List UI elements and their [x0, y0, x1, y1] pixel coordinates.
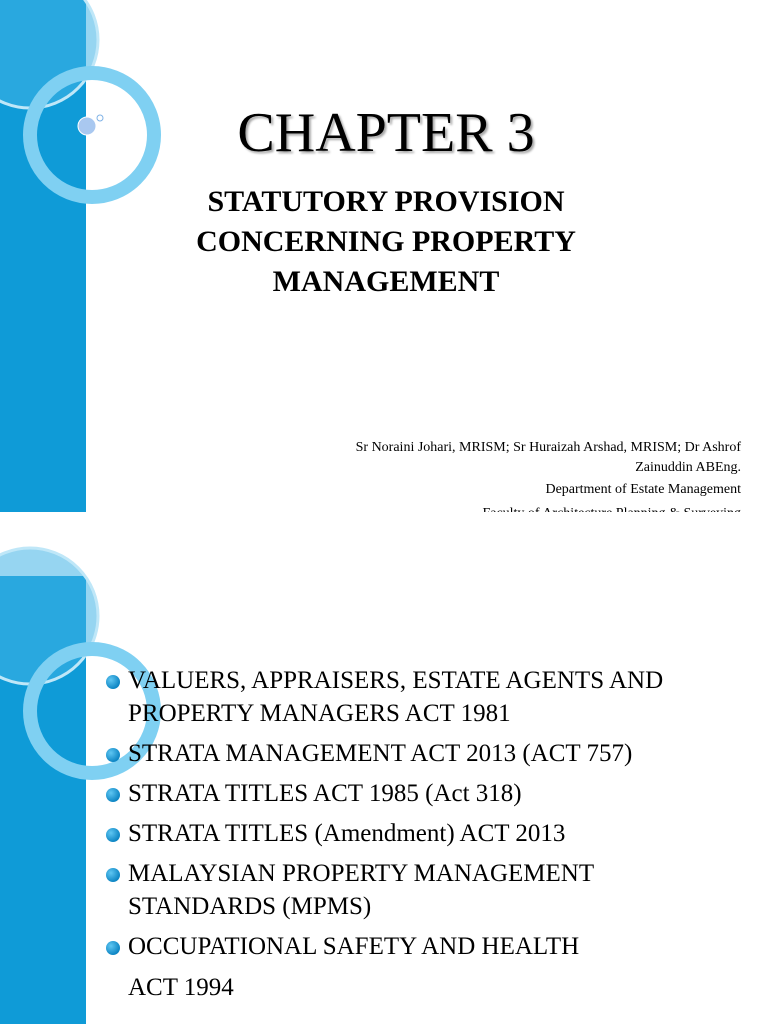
- page-title: CHAPTER 3: [237, 102, 535, 164]
- bullet-text: VALUERS, APPRAISERS, ESTATE AGENTS AND: [128, 667, 664, 694]
- bullet-icon: [106, 788, 120, 802]
- bullet-icon: [106, 828, 120, 842]
- department-line: Department of Estate Management: [545, 482, 741, 497]
- subtitle-line: STATUTORY PROVISION: [207, 185, 565, 218]
- bullet-text: PROPERTY MANAGERS ACT 1981: [128, 700, 511, 727]
- bullet-text: STRATA TITLES ACT 1985 (Act 318): [128, 780, 522, 807]
- list-item: [106, 817, 756, 850]
- bullet-text: OCCUPATIONAL SAFETY AND HEALTH: [128, 933, 580, 960]
- decorative-side-bar: [0, 0, 86, 512]
- subtitle-line: CONCERNING PROPERTY: [196, 225, 576, 258]
- decorative-circles-graphic: [0, 576, 86, 1024]
- bullet-text: STRATA MANAGEMENT ACT 2013 (ACT 757): [128, 740, 633, 767]
- author-line: Zainuddin ABEng.: [635, 460, 741, 475]
- list-item: [106, 777, 756, 810]
- bullet-text: ACT 1994: [128, 974, 234, 1001]
- decorative-side-bar: [0, 576, 86, 1024]
- list-item: [106, 930, 756, 1004]
- bullet-text: STANDARDS (MPMS): [128, 893, 372, 920]
- list-item: [106, 857, 756, 923]
- bullet-text: STRATA TITLES (Amendment) ACT 2013: [128, 820, 566, 847]
- subtitle-line: MANAGEMENT: [272, 265, 500, 298]
- bullet-icon: [106, 675, 120, 689]
- bullet-icon: [106, 941, 120, 955]
- list-item: [106, 737, 756, 770]
- bullet-icon: [106, 748, 120, 762]
- bullet-text: MALAYSIAN PROPERTY MANAGEMENT: [128, 860, 595, 887]
- acts-bullet-list: [106, 664, 756, 1011]
- decorative-circles-graphic: [0, 0, 86, 512]
- slide-gap: [0, 512, 768, 576]
- bullet-icon: [106, 868, 120, 882]
- page-subtitle: [86, 182, 686, 302]
- list-item: [106, 664, 756, 730]
- author-line: Sr Noraini Johari, MRISM; Sr Huraizah Arshad, MRISM; Dr Ashrof: [355, 440, 741, 455]
